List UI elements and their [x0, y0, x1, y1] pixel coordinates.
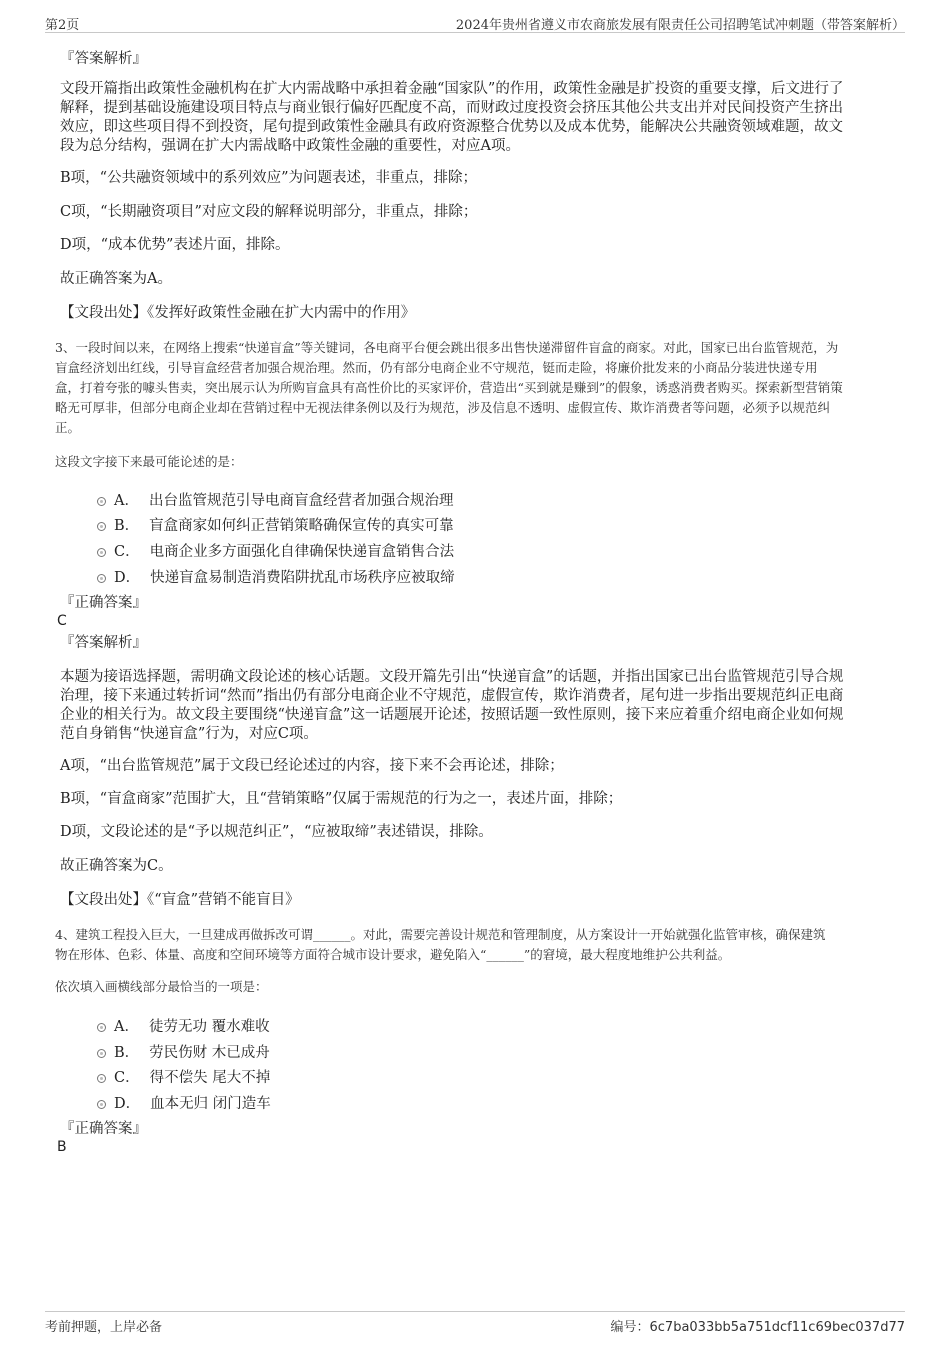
- radio-icon[interactable]: [97, 1074, 106, 1083]
- radio-icon[interactable]: [97, 1023, 106, 1032]
- q3-analysis-line-4: 范自身销售“快递盲盒”行为，对应C项。: [60, 726, 318, 742]
- q4-option-d[interactable]: D． 血本无归 闭门造车: [97, 1092, 271, 1113]
- document-code: 编号：6c7ba033bb5a751dcf11c69bec037d77: [610, 1320, 905, 1335]
- q2-analysis-line-3: 效应，即这些项目得不到投资，尾句提到政策性金融具有政府资源整合优势以及成本优势，能解决公共融资领域难题，故文: [60, 119, 843, 135]
- q3-option-b-note: B项，“盲盒商家”范围扩大，且“营销策略”仅属于需规范的行为之一，表述片面，排除；: [60, 791, 623, 807]
- q3-stem-line-4: 略无可厚非，但部分电商企业却在营销过程中无视法律条例以及行为规范，涉及信息不透明、虚假宣传、欺诈消费者等问题，必须予以规范纠: [55, 400, 831, 415]
- q3-analysis-line-3: 企业的相关行为。故文段主要围绕“快递盲盒”这一话题展开论述，按照话题一致性原则，接下来应着重介绍电商企业如何规: [60, 707, 844, 723]
- q3-answer: C: [57, 613, 67, 629]
- radio-icon[interactable]: [97, 1100, 106, 1109]
- q3-option-a[interactable]: A． 出台监管规范引导电商盲盒经营者加强合规治理: [97, 489, 453, 510]
- q3-analysis-line-1: 本题为接语选择题，需明确文段论述的核心话题。文段开篇先引出“快递盲盒”的话题，并指出国家已出台监管规范引导合规: [60, 669, 844, 685]
- document-title: 2024年贵州省遵义市农商旅发展有限责任公司招聘笔试冲刺题（带答案解析）: [455, 18, 905, 33]
- q4-answer: B: [57, 1139, 67, 1155]
- q3-option-a-note: A项，“出台监管规范”属于文段已经论述过的内容，接下来不会再论述，排除；: [60, 758, 564, 774]
- q4-stem-line-1: 4、建筑工程投入巨大，一旦建成再做拆改可谓______。对此，需要完善设计规范和管理制度，从方案设计一开始就强化监管审核，确保建筑: [55, 927, 826, 942]
- radio-icon[interactable]: [97, 497, 106, 506]
- q3-stem-line-1: 3、一段时间以来，在网络上搜索“快递盲盒”等关键词，各电商平台便会跳出很多出售快递滞留件盲盒的商家。对此，国家已出台监管规范，为: [55, 340, 839, 355]
- radio-icon[interactable]: [97, 1049, 106, 1058]
- q3-option-d[interactable]: D． 快递盲盒易制造消费陷阱扰乱市场秩序应被取缔: [97, 566, 455, 587]
- q2-analysis-line-4: 段为总分结构，强调在扩大内需战略中政策性金融的重要性，对应A项。: [60, 138, 520, 154]
- q2-analysis-heading: 『答案解析』: [60, 51, 147, 67]
- q2-option-b-note: B项，“公共融资领域中的系列效应”为问题表述，非重点，排除；: [60, 170, 477, 186]
- q3-option-d-note: D项，文段论述的是“予以规范纠正”，“应被取缔”表述错误，排除。: [60, 824, 493, 840]
- q4-option-b[interactable]: B． 劳民伤财 木已成舟: [97, 1041, 270, 1062]
- page-footer: [45, 1311, 905, 1334]
- q3-analysis-line-2: 治理，接下来通过转折词“然而”指出仍有部分电商企业不守规范，虚假宣传，欺诈消费者，尾句进一步指出要规范纠正电商: [60, 688, 844, 704]
- q3-stem-line-5: 正。: [55, 420, 81, 435]
- q3-stem-line-3: 盒，打着夸张的噱头售卖，突出展示认为所购盲盒具有高性价比的买家评价，营造出“买到就是赚到”的假象，诱惑消费者购买。探索新型营销策: [55, 380, 843, 395]
- q2-option-d-note: D项，“成本优势”表述片面，排除。: [60, 237, 290, 253]
- page-number: 第2页: [45, 18, 80, 33]
- radio-icon[interactable]: [97, 574, 106, 583]
- q4-option-c[interactable]: C． 得不偿失 尾大不掉: [97, 1066, 270, 1087]
- page-header: [45, 12, 905, 33]
- q3-analysis-heading: 『答案解析』: [60, 635, 147, 651]
- q4-question: 依次填入画横线部分最恰当的一项是：: [55, 979, 268, 994]
- q3-option-c[interactable]: C． 电商企业多方面强化自律确保快递盲盒销售合法: [97, 540, 454, 561]
- footer-slogan: 考前押题，上岸必备: [45, 1320, 163, 1335]
- q3-answer-heading: 『正确答案』: [60, 595, 147, 611]
- q2-option-c-note: C项，“长期融资项目”对应文段的解释说明部分，非重点，排除；: [60, 204, 478, 220]
- q2-analysis-line-2: 解释，提到基础设施建设项目特点与商业银行偏好匹配度不高，而财政过度投资会挤压其他公共支出并对民间投资产生挤出: [60, 100, 843, 116]
- q4-option-a[interactable]: A． 徒劳无功 覆水难收: [97, 1015, 270, 1036]
- q3-conclusion: 故正确答案为C。: [60, 858, 173, 874]
- q3-stem-line-2: 盲盒经济划出红线，引导盲盒经营者加强合规治理。然而，仍有部分电商企业不守规范，铤而走险，将廉价批发来的小商品分装进快递专用: [55, 360, 818, 375]
- q4-answer-heading: 『正确答案』: [60, 1121, 147, 1137]
- radio-icon[interactable]: [97, 548, 106, 557]
- q3-source: 【文段出处】《“盲盒”营销不能盲目》: [60, 892, 300, 908]
- q2-analysis-line-1: 文段开篇指出政策性金融机构在扩大内需战略中承担着金融“国家队”的作用，政策性金融是扩投资的重要支撑，后文进行了: [60, 81, 844, 97]
- q2-conclusion: 故正确答案为A。: [60, 271, 172, 287]
- q2-source: 【文段出处】《发挥好政策性金融在扩大内需中的作用》: [60, 305, 416, 321]
- radio-icon[interactable]: [97, 522, 106, 531]
- q3-option-b[interactable]: B． 盲盒商家如何纠正营销策略确保宣传的真实可靠: [97, 514, 454, 535]
- q3-question: 这段文字接下来最可能论述的是：: [55, 454, 243, 469]
- q4-stem-line-2: 物在形体、色彩、体量、高度和空间环境等方面符合城市设计要求，避免陷入“______”的窘境，最大程度地维护公共利益。: [55, 947, 731, 962]
